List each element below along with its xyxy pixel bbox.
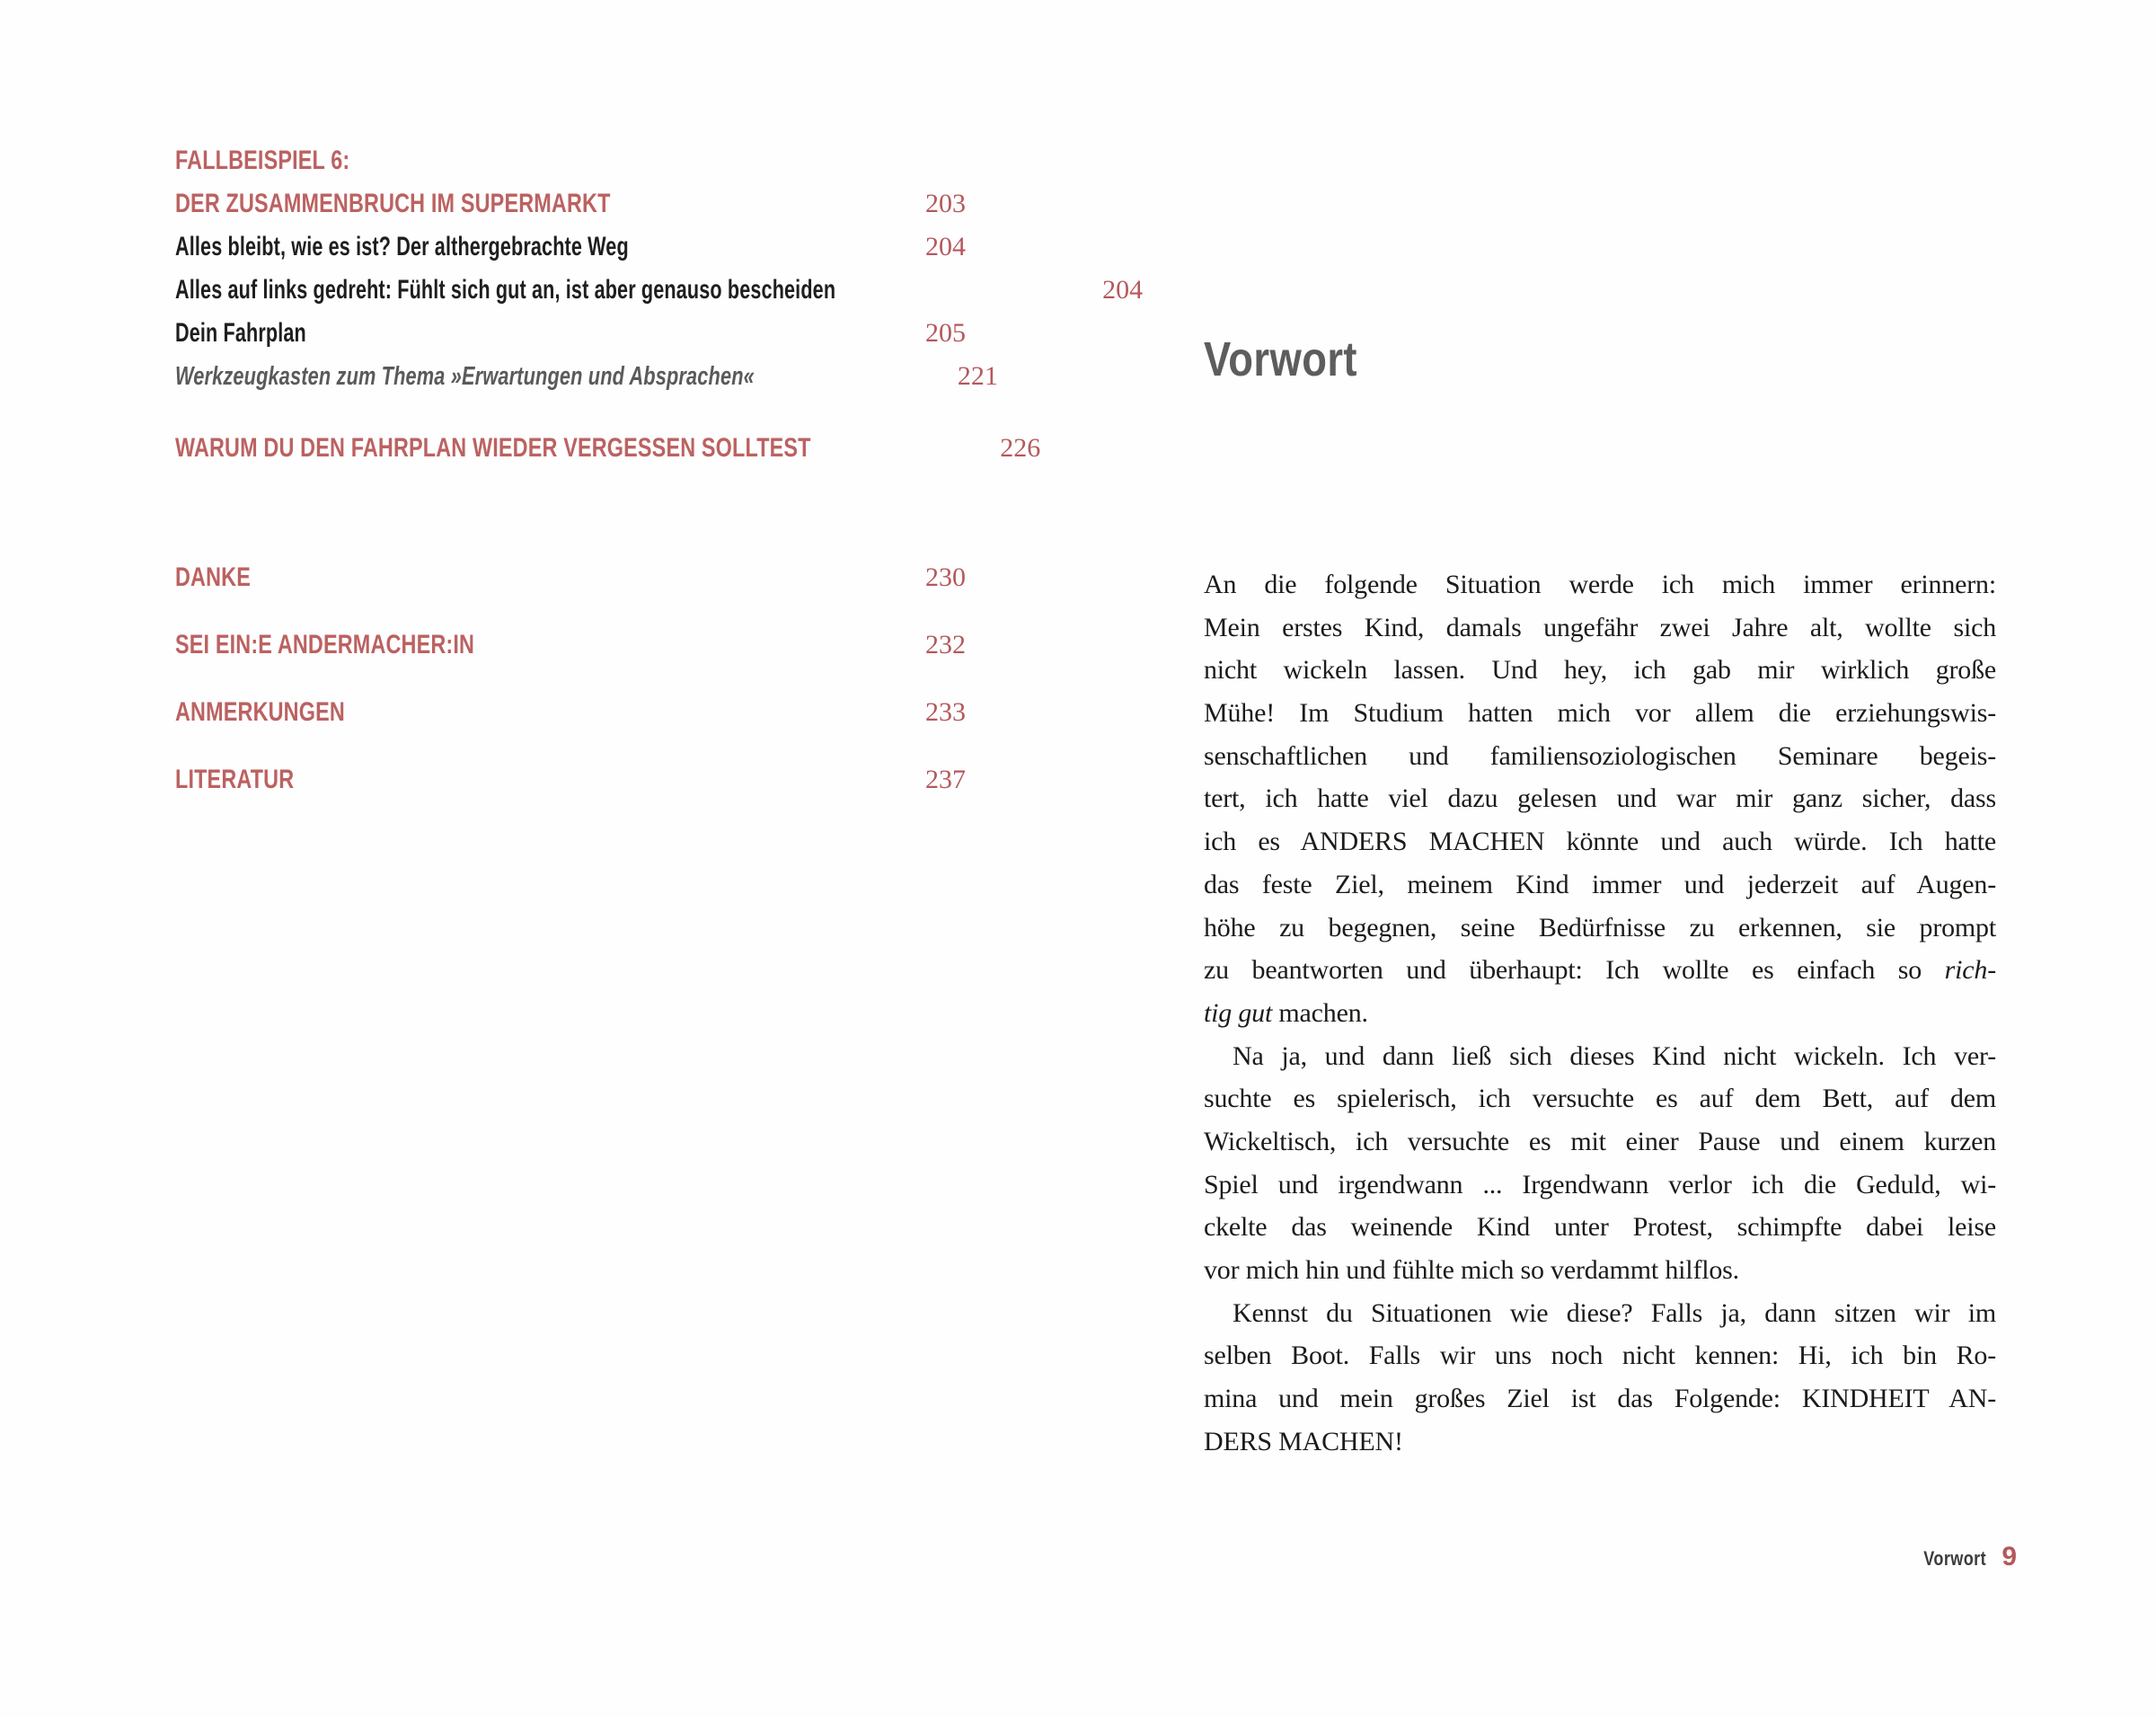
toc-entry-page: 226 (1000, 433, 1041, 463)
body-line: ich es ANDERS MACHEN könnte und auch würde. Ich hatte (1204, 827, 1996, 857)
body-line: nicht wickeln lassen. Und hey, ich gab mir wirklich große (1204, 655, 1996, 686)
body-line: Mein erstes Kind, damals ungefähr zwei Jahre alt, wollte sich (1204, 612, 1996, 642)
toc-entry-label: WARUM DU DEN FAHRPLAN WIEDER VERGESSEN SOLLTEST (175, 433, 811, 463)
toc-entry-label: Werkzeugkasten zum Thema »Erwartungen und Absprachen« (175, 362, 755, 391)
body-line: tert, ich hatte viel dazu gelesen und war mir ganz sicher, dass (1204, 783, 1996, 814)
toc-list (175, 139, 1144, 801)
toc-entry-label: ANMERKUNGEN (175, 697, 345, 727)
toc-entry-label: SEI EIN:E ANDERMACHER:IN (175, 630, 475, 659)
body-line: Kennst du Situationen wie diese? Falls ja, dann sitzen wir im (1233, 1297, 1996, 1328)
toc-entry-label: DER ZUSAMMENBRUCH IM SUPERMARKT (175, 189, 611, 218)
toc-entry-label: Alles bleibt, wie es ist? Der althergebrachte Weg (175, 232, 629, 261)
toc-entry-page: 232 (925, 630, 966, 659)
body-line: ckelte das weinende Kind unter Protest, schimpfte dabei leise (1204, 1212, 1996, 1243)
toc-entry (175, 139, 966, 182)
page-title: Vorwort (1204, 332, 1357, 386)
body-line: Mühe! Im Studium hatten mich vor allem die erziehungswis- (1204, 698, 1996, 729)
body-line: Wickeltisch, ich versuchte es mit einer Pause und einem kurzen (1204, 1126, 1996, 1156)
toc-entry-page: 221 (957, 361, 998, 391)
toc-entry (175, 355, 998, 398)
toc-entry (175, 556, 966, 599)
body-line: selben Boot. Falls wir uns noch nicht kennen: Hi, ich bin Ro- (1204, 1341, 1996, 1371)
toc-entry-page: 237 (925, 765, 966, 794)
toc-entry-page: 205 (925, 318, 966, 348)
page-footer (1910, 1542, 2017, 1572)
body-line: An die folgende Situation werde ich mich immer erinnern: (1204, 570, 1996, 599)
toc-entry-page: 233 (925, 697, 966, 727)
footer-section-label: Vorwort (1923, 1547, 1987, 1570)
toc-entry (175, 691, 966, 734)
toc-entry (175, 624, 966, 667)
toc-entry-label: Alles auf links gedreht: Fühlt sich gut an, ist aber genauso bescheiden (175, 275, 836, 305)
body-line: mina und mein großes Ziel ist das Folgende: KINDHEIT AN- (1204, 1384, 1996, 1414)
footer-page-number: 9 (2001, 1542, 2017, 1571)
toc-entry-label: FALLBEISPIEL 6: (175, 146, 350, 175)
toc-entry-page: 203 (925, 189, 966, 218)
body-text (1204, 563, 1996, 1463)
toc-entry-page: 230 (925, 562, 966, 592)
toc-entry (175, 269, 1144, 312)
toc-entry-page: 204 (925, 232, 966, 261)
toc-entry (175, 758, 966, 801)
body-line: DERS MACHEN! (1204, 1426, 1403, 1456)
toc-entry-label: DANKE (175, 562, 251, 592)
body-line: vor mich hin und fühlte mich so verdammt hilflos. (1204, 1255, 1739, 1285)
body-line: das feste Ziel, meinem Kind immer und jederzeit auf Augen- (1204, 869, 1996, 899)
toc-entry-label: LITERATUR (175, 765, 295, 794)
toc-entry (175, 427, 1041, 470)
body-line: höhe zu begegnen, seine Bedürfnisse zu erkennen, sie prompt (1204, 912, 1996, 943)
body-line: Na ja, und dann ließ sich dieses Kind nicht wickeln. Ich ver- (1233, 1040, 1996, 1071)
toc-entry-label: Dein Fahrplan (175, 318, 306, 348)
body-line: suchte es spielerisch, ich versuchte es auf dem Bett, auf dem (1204, 1084, 1996, 1114)
body-line: tig gut machen. (1204, 997, 1368, 1028)
body-line: senschaftlichen und familiensoziologischen Seminare begeis- (1204, 740, 1996, 771)
body-line: zu beantworten und überhaupt: Ich wollte es einfach so rich- (1204, 955, 1996, 986)
toc-entry-page: 204 (1102, 275, 1144, 305)
body-line: Spiel und irgendwann ... Irgendwann verlor ich die Geduld, wi- (1204, 1169, 1996, 1199)
toc-entry (175, 312, 966, 355)
toc-entry (175, 182, 966, 226)
toc-entry (175, 226, 966, 269)
